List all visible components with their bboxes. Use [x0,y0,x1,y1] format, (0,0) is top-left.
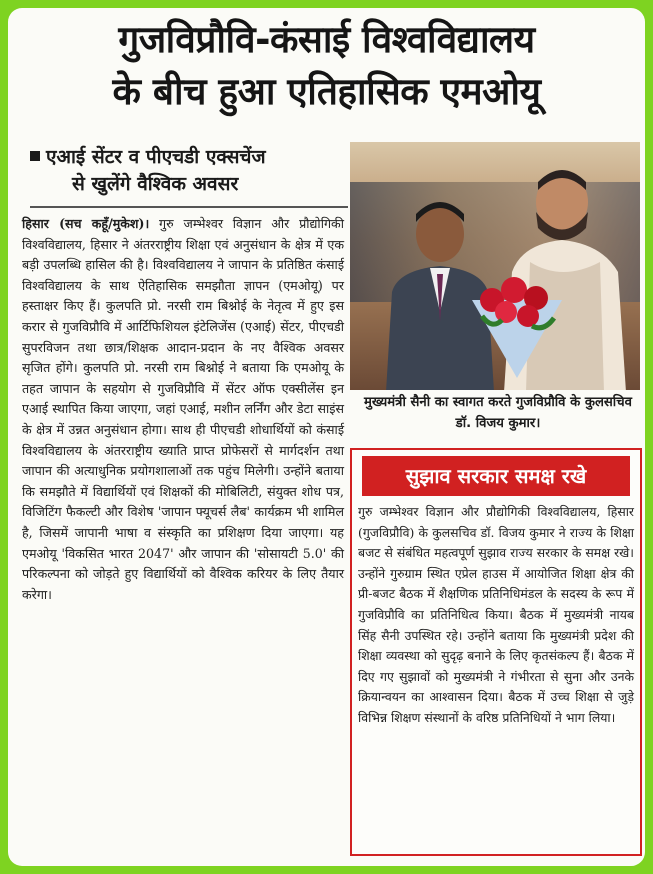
sidebar-news-box [350,448,642,856]
sidebar-box-title: सुझाव सरकार समक्ष रखे [362,456,630,496]
subheadline-line-1: एआई सेंटर व पीएचडी एक्सचेंज [46,146,266,168]
dateline: हिसार (सच कहूँ/मुकेश)। [22,216,150,231]
subheadline [30,144,360,198]
news-photo [350,142,640,390]
headline-line-1: गुजविप्रौवि-कंसाई विश्वविद्यालय [118,18,535,61]
bouquet-image [462,260,572,380]
subheadline-line-2: से खुलेंगे वैश्विक अवसर [72,173,239,195]
square-bullet-icon [30,151,40,161]
newspaper-clipping [8,8,645,866]
photo-caption: मुख्यमंत्री सैनी का स्वागत करते गुजविप्रौवि के कुलसचिव डॉ. विजय कुमार। [364,395,632,431]
article-body [22,214,344,605]
sidebar-box-body: गुरु जम्भेश्वर विज्ञान और प्रौद्योगिकी विश्वविद्यालय, हिसार (गुजविप्रौवि) के कुलसचिव डॉ. विजय कुमार ने राज्य के शिक्षा बजट से संबंधित महत्वपूर्ण सुझाव राज्य सरकार के समक्ष रखे। उन्होंने गुरुग्राम स्थित एप्रेल हाउस में आयोजित शिक्षा क्षेत्र की प्री-बजट बैठक में शैक्षणिक प्रतिनिधिमंडल के सदस्य के रूप में गुजविप्रौवि का प्रतिनिधित्व किया। बैठक में मुख्यमंत्री नायब सिंह सैनी उपस्थित रहे। उन्होंने बताया कि मुख्यमंत्री प्रदेश की शिक्षा व्यवस्था को सुदृढ़ बनाने के लिए कृतसंकल्प हैं। बैठक में दिए गए सुझावों को मुख्यमंत्री ने गंभीरता से सुना और उनके क्रियान्वयन का आश्वासन दिया। बैठक में उच्च शिक्षा से जुड़े विभिन्न शिक्षण संस्थानों के वरिष्ठ प्रतिनिधियों ने भाग लिया। [358,504,634,725]
headline-line-2: के बीच हुआ एतिहासिक एमओयू [112,70,541,113]
article-text: गुरु जम्भेश्वर विज्ञान और प्रौद्योगिकी विश्वविद्यालय, हिसार ने अंतरराष्ट्रीय शिक्षा एवं अनुसंधान के क्षेत्र में एक बड़ी उपलब्धि हासिल की है। विश्वविद्यालय ने जापान के प्रतिष्ठित कंसाई विश्वविद्यालय के साथ ऐतिहासिक समझौता ज्ञापन (एमओयू) पर हस्ताक्षर किए हैं। कुलपति प्रो. नरसी राम बिश्नोई के नेतृत्व में हुए इस करार से गुजविप्रौवि में आर्टिफिशियल इंटेलिजेंस (एआई) सेंटर, पीएचडी सुपरविजन तथा छात्र/शिक्षक आदान-प्रदान के नए वैश्विक अवसर सृजित होंगे। कुलपति प्रो. नरसी राम बिश्नोई ने बताया कि एमओयू के तहत जापान के सहयोग से गुजविप्रौवि में सेंटर ऑफ एक्सीलेंस इन एआई स्थापित किया जाएगा, जहां एआई, मशीन लर्निंग और डेटा साइंस के क्षेत्र में उन्नत अनुसंधान होगा। साथ ही पीएचडी शोधार्थियों को कंसाई विश्वविद्यालय के अंतरराष्ट्रीय ख्याति प्राप्त प्रोफेसरों से मार्गदर्शन तथा जापान की अत्याधुनिक प्रयोगशालाओं तक पहुंच मिलेगी। उन्होंने बताया कि समझौते में विद्यार्थियों एवं शिक्षकों की मोबिलिटी, संयुक्त शोध पत्र, विजिटिंग फैकल्टी और विशेष 'जापान फ्यूचर्स लैब' कार्यक्रम भी शामिल है, जिसमें जापानी भाषा व संस्कृति का प्रशिक्षण दिया जाएगा। यह एमओयू 'विकसित भारत 2047' और जापान की 'सोसायटी 5.0' की परिकल्पना को जोड़ते हुए विद्यार्थियों को वैश्विक करियर के लिए तैयार करेगा। [22,216,344,602]
headline [8,14,645,118]
divider [30,206,348,208]
